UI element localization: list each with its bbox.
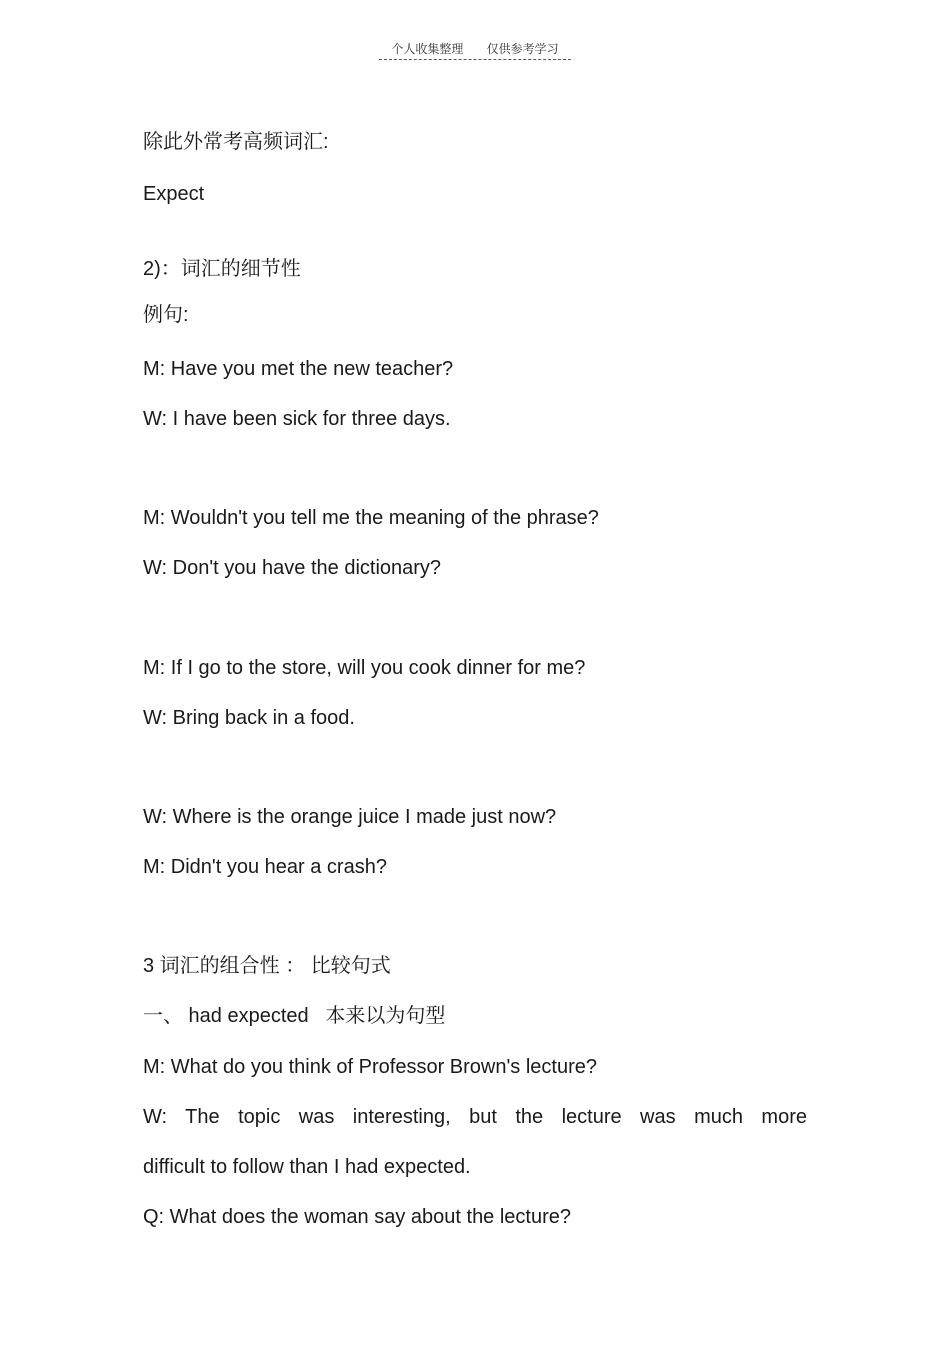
header-left-text: 个人收集整理 [391,42,464,56]
dialogue-line: W: Where is the orange juice I made just now? [143,806,557,828]
dialogue-line: W: Bring back in a food. [143,707,355,729]
subheading-had-expected: 一、 had expected 本来以为句型 [143,1005,446,1027]
example-label: 例句: [143,304,189,326]
section-intro: 除此外常考高频词汇: [143,131,329,153]
header-underline [379,40,570,60]
dialogue-line-continued: difficult to follow than I had expected. [143,1156,471,1178]
page-header [0,40,950,60]
dialogue-line: M: Wouldn't you tell me the meaning of the phrase? [143,507,599,529]
header-right-text: 仅供参考学习 [486,42,559,56]
question-line: Q: What does the woman say about the lecture? [143,1206,572,1228]
dialogue-line: M: If I go to the store, will you cook dinner for me? [143,657,586,679]
dialogue-line-justified: W: The topic was interesting, but the lecture was much more [143,1106,807,1128]
dialogue-line: M: What do you think of Professor Brown's lecture? [143,1056,598,1078]
section-heading-3: 3 词汇的组合性 ： 比较句式 [143,955,391,977]
dialogue-line: M: Didn't you hear a crash? [143,856,387,878]
dialogue-line: M: Have you met the new teacher? [143,358,454,380]
dialogue-line: W: I have been sick for three days. [143,408,451,430]
section-heading-2: 2)：词汇的细节性 [143,258,301,280]
dialogue-line: W: Don't you have the dictionary? [143,557,442,579]
vocab-word: Expect [143,183,205,205]
